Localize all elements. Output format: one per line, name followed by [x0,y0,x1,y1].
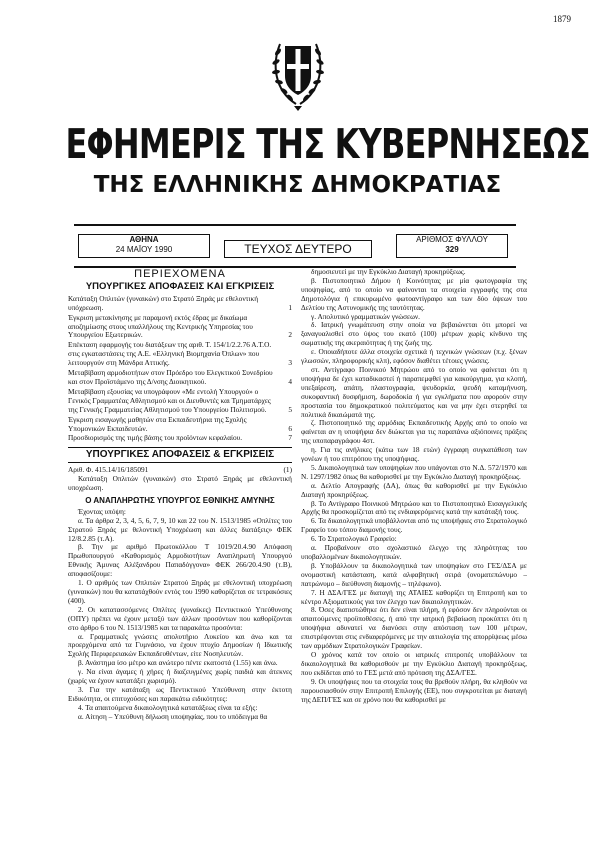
paragraph: α. Τα άρθρα 2, 3, 4, 5, 6, 7, 9, 10 και 22 του Ν. 1513/1985 «Οπλίτες του Στρατού Ξηράς με θελοντική Υποχρέωση και άλλες διατάξεις» ΦΕΚ 12/8.2.85 (τ.Α). [68,515,292,543]
city: ΑΘΗΝΑ [129,235,159,244]
paragraph: 3. Για την κατάταξη ως Πεντικτικού Υπεύθυνση στην έκτοτη Ειδικότητα, οι επιτυχούσες και παρακάτω ειδικότητες: [68,684,292,703]
right-column [301,268,527,704]
paragraph: 9. Οι υποψήφιες που τα στοιχεία τους θα βρεθούν πλήρη, θα κληθούν να παρουσιασθούν στην Επιτροπή Επιλογής (ΕΕ), που συγκροτείται με διαταγή της ΔΕΠ/ΓΕΣ και σε χρόνο που θα καθορισθεί με [301,676,527,704]
issue-date: 24 ΜΑΪΟΥ 1990 [115,245,173,254]
paragraph: στ. Αντίγραφο Ποινικού Μητρώου από το οποίο να φαίνεται ότι η υποψήφια δε έχει καταδικαστεί ή παραπεμφθεί για κακούργημα, για κλοπή, υπεξαίρεση, απάτη, πλαστογραφία, ψευδορκία, ψευδή καταμήνυση, συκοφαντική δυσφήμιση, δωροδοκία ή για εγκλήματα που αφορούν στην προστασία του δημοκρατικού πολιτεύματος και να μην έχει στερηθεί τα πολιτικά δικαιώματά της. [301,364,527,419]
paragraph: 5. Δικαιολογητικά των υποψηφίων που υπάγονται στο Ν.Δ. 572/1970 και Ν. 1297/1982 όπως θα καθορισθεί με την Εγκύκλιο Διαταγή προκηρύξεως. [301,462,527,481]
sheet-number: 329 [445,245,459,254]
left-body-text [68,508,292,722]
toc-item-text: Προσδιορισμός της τιμής βάσης του προϊόντων κεφαλαίου. [68,433,243,443]
paragraph: δημοσιευτεί με την Εγκύκλιο Διαταγή προκηρύξεως. [311,268,466,276]
toc-item-text: Μεταβίβαση αρμοδιοτήτων στον Πρόεδρο του Ελεγκτικού Συνεδρίου και στον Προϊστάμενο της Δ/νσης Διοικητικού. [68,368,273,386]
coat-of-arms-icon [270,24,326,112]
paragraph: ζ. Πιστοποιητικό της αρμόδιας Εκπαιδευτικής Αρχής από το οποίο να φαίνεται αν η υποψήφια δεν διώκεται για τις παραπάνω αξιόποινες πράξεις της υποπαραγράφου 4στ. [301,418,527,446]
paragraph: α. Αίτηση – Υπεύθυνη δήλωση υποψηφίας, που το υπόδειγμα θα [78,711,268,721]
paragraph: ε. Οποιαδήποτε άλλα στοιχεία σχετικά ή τεχνικών γνώσεων (π.χ. ξένων γλωσσών, πληροφορικής κλπ), εφόσον διαθέτει τέτοιες γνώσεις. [301,347,527,366]
paragraph: 1. Ο αριθμός των Οπλιτών Στρατού Ξηράς με εθελοντική υποχρέωση (γυναικών) που θα κατατάχθούν εντός του 1990 καθορίζεται σε τετρακόσιες (400). [68,578,292,605]
paragraph: β. Υποβάλλουν τα δικαιολογητικά των υποψηφίων στο ΓΕΣ/ΔΣΑ με ονομαστική κατάσταση, κατά αλφαβητική σειρά (ονοματεπώνυμο – πατρώνυμο – διεύθυνση διαμονής – τηλέφωνο). [301,560,527,588]
paragraph: 2. Οι κατατασσόμενες Οπλίτες (γυναίκες) Πεντικτικού Υπεύθυνσης (ΟΠΥ) πρέπει να έχουν μεταξύ των άλλων προσόντων που καθορίζονται στο άρθρο 6 του Ν. 1513/1985 και τα παρακάτω προσόντα: [68,604,292,632]
paragraph: α. Δελτίο Απογραφής (ΔΑ), όπως θα καθορισθεί με την Εγκύκλιο Διαταγή προκηρύξεως. [301,480,527,499]
paragraph: δ. Ιατρική γνωμάτευση στην οποία να βεβαιώνεται ότι μπορεί να ξαναγυαλισθεί στο ύψος του εκατό (100) μέτρων χωρίς κίνδυνο της σωματικής της ακεραιότητας ή της ζωής της. [301,320,527,348]
toc-item-number: 1 [288,302,292,312]
paragraph: 4. Τα απαιτούμενα δικαιολογητικά κατατάξεως είναι τα εξής: [78,702,258,712]
paragraph: γ. Να είναι άγαμες ή χήρες ή διαζευγμένες χωρίς παιδιά και άτεκνες (χωρίς να έχουν κατατάξει χωρισμό). [68,667,292,686]
paragraph: α. Προβαίνουν στο σχολαστικό έλεγχο της πληρότητας του υποβαλλομένων δικαιολογητικών. [301,543,527,561]
paragraph: η. Για τις ανήλικες (κάτω των 18 ετών) έγγραφη συγκατάθεση των γονέων ή του επιτρόπου της υποψήφιας. [301,445,527,464]
paragraph: 7. Η ΔΣΑ/ΓΕΣ με διαταγή της ΑΤΑΙΕΣ καθορίζει τη Επιτροπή και το κέντρο Αξιοματικούς για τον έλεγχο των δικαιολογητικών. [301,587,527,606]
toc-item [68,295,292,313]
toc-item-number: 5 [288,404,292,414]
paragraph: Έχοντας υπόψη: [78,506,126,516]
paragraph: β. Την με αριθμό Πρωτοκόλλου Τ 1019/20.4.90 Απόφαση Πρωθυπουργού «Καθορισμός Αρμοδιοτήτων Αναπληρωτή Υπουργού Εθνικής Άμυνας Αλέξανδρου Παπαδόγγονα» ΦΕΚ 266/20.4.90 (τ.Β), αποφασίζουμε: [68,542,292,579]
sheet-label: ΑΡΙΘΜΟΣ ΦΥΛΛΟΥ [416,235,488,244]
toc-item-text: Επέκταση εφαρμογής του διατάξεων της αριθ. Τ. 154/1/2.2.76 Α.Τ.Ο. στις εγκαταστάσεις της Α.Ε. «Ελληνική Βιομηχανία Όπλων» που λειτουργούν στη Μάνδρα Αττικής. [68,340,272,368]
paragraph: γ. Απολυτικό γραμματικών γνώσεων. [311,311,420,321]
toc-item-number: 4 [288,376,292,386]
toc-item [68,388,292,415]
toc-item [68,416,292,434]
toc-item-number: 7 [288,433,292,443]
paragraph: Ο χρόνος κατά τον οποίο οι ιατρικές επιτροπές υποβάλλουν τα δικαιολογητικά θα καθορισθούν με την Εγκύκλιο Διαταγή προκηρύξεως, που εκδίδεται από το ΓΕΣ μετά από πρόταση της ΔΣΑ/ΓΕΣ. [301,649,527,677]
toc-heading: ΠΕΡΙΕΧΟΜΕΝΑ [134,268,226,280]
gazette-title: ΕΦΗΜΕΡΙΣ ΤΗΣ ΚΥΒΕΡΝΗΣΕΩΣ [65,120,590,168]
paragraph: α. Γραμματικές γνώσεις απολυτήριο Λυκείου και άνω και τα προερχόμενα από τα Γυμνάσιο, να έχουν πτυχίο Δημοσίων ή Ιδιωτικής Σχολής Περιφερειακών Εκπαιδευθέντων, είτε Νοσηλευτών. [68,631,292,659]
paragraph: 6. Το Στρατολογικό Γραφείο: [311,534,397,544]
paragraph: 8. Όσες διαπιστώθηκε ότι δεν είναι πλήρη, ή εφόσον δεν πληρούνται οι απαιτούμενες προϋποθέσεις, ή από την ιατρική βεβαίωση προκύπτει ότι η υποψήφια αδυνατεί να διανύσει στην απόσταση των 100 μέτρων, επιστρέφονται στις ενδιαφερόμενες με την αιτιολογία της απορρίψεως μέσω των αρμόδιων Στρατολογικών Γραφείων. [301,605,527,651]
city-date-box [78,234,210,258]
toc-item-number: 3 [288,358,292,368]
section-heading: ΥΠΟΥΡΓΙΚΕΣ ΑΠΟΦΑΣΕΙΣ & ΕΓΚΡΙΣΕΙΣ [68,447,292,463]
right-body-text [301,268,527,704]
sheet-number-box [396,234,508,258]
ref-number: Αριθ. Φ. 415.14/16/185091 [68,465,149,475]
toc-item [68,314,292,341]
ref-description: Κατάταξη Οπλιτών (γυναικών) στο Στρατό Ξηράς με εθελοντική υποχρέωση. [68,474,292,493]
issue-info-bar [74,224,516,268]
toc-section: ΥΠΟΥΡΓΙΚΕΣ ΑΠΟΦΑΣΕΙΣ ΚΑΙ ΕΓΚΡΙΣΕΙΣ [85,280,275,292]
toc-item [68,369,292,387]
toc-item-text: Μεταβίβαση εξουσίας να υπογράφουν «Με εντολή Υπουργού» ο Γενικός Γραμματέας Αθλητισμού και οι Διευθυντές και Τμηματάρχες της Γενικής Γραμματείας Αθλητισμού του Υπουργείου Πολιτισμού. [68,386,271,414]
toc-item-text: Κατάταξη Οπλιτών (γυναικών) στο Στρατό Ξηράς με εθελοντική υπόχρεωση. [68,293,259,312]
page-number: 1879 [553,14,571,24]
paragraph: 6. Τα δικαιολογητικά υποβάλλονται από τις υποψήφιες στο Στρατολογικό Γραφείο του τόπου διαμονής τους. [301,516,527,535]
toc-item [68,341,292,368]
issue-part: ΤΕΥΧΟΣ ΔΕΥΤΕΡΟ [224,240,372,258]
paragraph: β. Πιστοποιητικό Δήμου ή Κοινότητας με μία φωτογραφία της υποψηφίας, από το οποίο να φαίνονται τα στοιχεία εγγραφής της στα Δημοτολόγια ή επικυρωμένο φωτοαντίγραφο και των δύο όψεων του Δελτίου της Αστυνομικής της ταυτότητας. [301,275,527,312]
toc-item-text: Έγκριση μετακίνησης με παραμονή εκτός έδρας με δικαίωμα αποζημίωσης στους υπαλλήλους της Κεντρικής Υπηρεσίας του Υπουργείου Εξωτερικών. [68,312,253,340]
ref-index: (1) [283,465,292,475]
toc-list [68,295,292,444]
paragraph: β. Το Αντίγραφο Ποινικού Μητρώου και το Πιστοποιητικό Εισαγγελικής Αρχής θα προσκομίζεται από τις ενδιαφερόμενες κατά την κατάταξή τους. [301,498,527,517]
minister-heading: Ο ΑΝΑΠΛΗΡΩΤΗΣ ΥΠΟΥΡΓΟΣ ΕΘΝΙΚΗΣ ΑΜΥΝΗΣ [85,495,275,505]
toc-item-number: 6 [288,423,292,433]
toc-item-text: Έγκριση εισαγωγής μαθητών στα Εκπαιδευτήρια της Σχολής Υπομονικών Εκπαιδευτών. [68,414,247,433]
gazette-subtitle: ΤΗΣ ΕΛΛΗΝΙΚΗΣ ΔΗΜΟΚΡΑΤΙΑΣ [93,172,502,198]
toc-item [68,434,292,443]
toc-item-number: 2 [288,330,292,340]
paragraph: β. Ανάστημα ίσο μέτρο και ανώτερο πέντε εκατοστά (1.55) και άνω. [78,658,278,668]
left-column [68,268,292,722]
